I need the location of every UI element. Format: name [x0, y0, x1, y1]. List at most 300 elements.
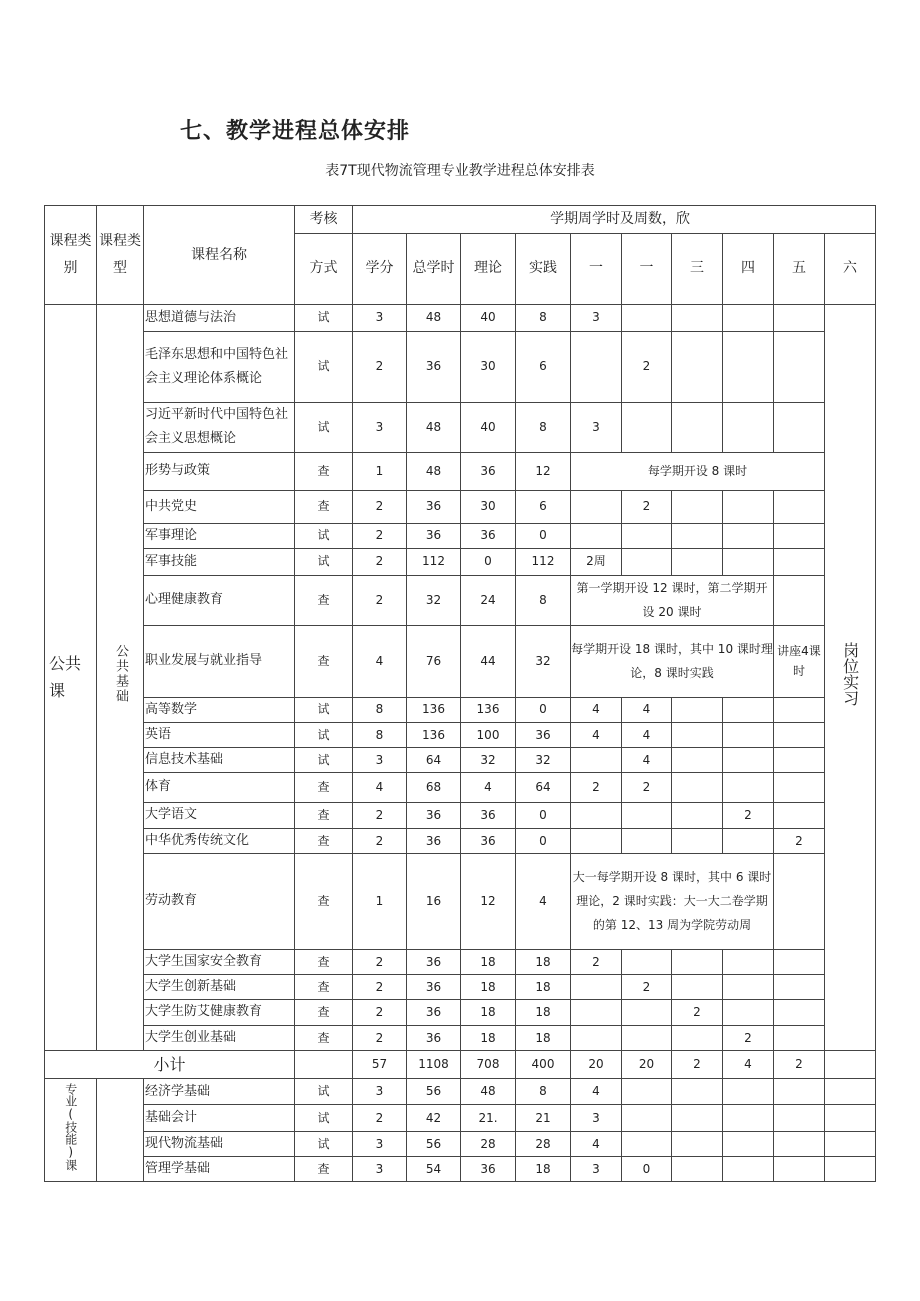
table-row: [45, 548, 876, 575]
theory-hours: 36: [461, 802, 516, 828]
semester-hours: [622, 949, 672, 974]
header-semester-1: 一: [571, 233, 622, 304]
exam-method: 试: [295, 1105, 353, 1132]
semester-hours: [672, 1157, 723, 1182]
exam-method: 查: [295, 853, 353, 949]
semester-hours: [622, 1105, 672, 1132]
header-semester-5: 五: [774, 233, 825, 304]
semester-hours: 4: [622, 747, 672, 772]
total-hours: 42: [407, 1105, 461, 1132]
semester-hours: [774, 1079, 825, 1105]
table-row: [45, 331, 876, 402]
total-hours: 36: [407, 523, 461, 548]
course-name: 职业发展与就业指导: [144, 625, 295, 697]
section-title: 七、教学进程总体安排: [180, 119, 411, 144]
table-row: [45, 1105, 876, 1132]
semester-hours: 4: [571, 1132, 622, 1157]
credit: 8: [353, 697, 407, 722]
semester-hours: [571, 523, 622, 548]
practice-hours: 0: [516, 828, 571, 853]
total-hours: 36: [407, 999, 461, 1025]
table-row: [45, 1025, 876, 1050]
category-professional: [45, 1079, 97, 1182]
practice-hours: 0: [516, 802, 571, 828]
total-hours: 36: [407, 828, 461, 853]
semester-hours: [723, 999, 774, 1025]
practice-hours: 8: [516, 575, 571, 625]
semester-hours: [622, 802, 672, 828]
table-row: [45, 999, 876, 1025]
theory-hours: 36: [461, 828, 516, 853]
semester-hours: [622, 304, 672, 331]
total-hours: 16: [407, 853, 461, 949]
semester-hours: [622, 1079, 672, 1105]
course-name: 中共党史: [144, 490, 295, 523]
semester-hours: [672, 802, 723, 828]
theory-hours: 24: [461, 575, 516, 625]
schedule-note: 大一每学期开设 8 课时，其中 6 课时理论，2 课时实践：大一大二卷学期的第 12、13 周为学院劳动周: [571, 853, 774, 949]
theory-hours: 18: [461, 974, 516, 999]
semester-hours: 4: [571, 1079, 622, 1105]
semester-hours: [774, 1025, 825, 1050]
total-hours: 54: [407, 1157, 461, 1182]
theory-hours: 30: [461, 490, 516, 523]
semester-hours: [774, 1105, 825, 1132]
semester-hours: 2: [622, 772, 672, 802]
semester-hours: [672, 402, 723, 452]
semester-hours: [672, 304, 723, 331]
header-semester-3: 三: [672, 233, 723, 304]
header-semester-4: 四: [723, 233, 774, 304]
schedule-table: [44, 205, 876, 1182]
total-hours: 48: [407, 402, 461, 452]
exam-method: 查: [295, 802, 353, 828]
table-row: [45, 490, 876, 523]
semester-hours: 2: [622, 974, 672, 999]
semester-hours: [774, 722, 825, 747]
practice-hours: 18: [516, 1025, 571, 1050]
header-practice: 实践: [516, 233, 571, 304]
credit: 2: [353, 828, 407, 853]
credit: 4: [353, 772, 407, 802]
semester-hours: [622, 1025, 672, 1050]
exam-method: 试: [295, 1132, 353, 1157]
semester-hours: [723, 949, 774, 974]
schedule-note: 每学期开设 18 课时，其中 10 课时理论，8 课时实践: [571, 625, 774, 697]
table-caption: 表7T现代物流管理专业教学进程总体安排表: [325, 163, 595, 179]
semester-hours: [825, 1105, 876, 1132]
table-row: [45, 828, 876, 853]
credit: 3: [353, 1079, 407, 1105]
course-name: 心理健康教育: [144, 575, 295, 625]
table-row: [45, 625, 876, 697]
practice-hours: 36: [516, 722, 571, 747]
semester-hours: 2: [774, 828, 825, 853]
table-row: [45, 304, 876, 331]
practice-hours: 12: [516, 452, 571, 490]
exam-method: 查: [295, 1025, 353, 1050]
practice-hours: 8: [516, 304, 571, 331]
theory-hours: 48: [461, 1079, 516, 1105]
header-exam-top: 考核: [295, 206, 353, 234]
semester-hours: 2: [622, 331, 672, 402]
semester-hours: 2: [622, 490, 672, 523]
semester-hours: 4: [622, 697, 672, 722]
semester-hours: [672, 331, 723, 402]
semester-hours: 0: [622, 1157, 672, 1182]
course-name: 基础会计: [144, 1105, 295, 1132]
table-row: [45, 974, 876, 999]
semester-hours: [672, 747, 723, 772]
exam-method: 试: [295, 722, 353, 747]
semester-hours: [672, 828, 723, 853]
semester-hours: [571, 802, 622, 828]
credit: 2: [353, 523, 407, 548]
theory-hours: 12: [461, 853, 516, 949]
theory-hours: 136: [461, 697, 516, 722]
header-type: 课程类型: [97, 206, 144, 305]
header-total-hours: 总学时: [407, 233, 461, 304]
theory-hours: 40: [461, 402, 516, 452]
semester-hours: [672, 523, 723, 548]
semester-hours: [672, 949, 723, 974]
subtotal-total: 1108: [407, 1050, 461, 1078]
header-category: 课程类别: [45, 206, 97, 305]
semester-hours: [723, 490, 774, 523]
course-name: 形势与政策: [144, 452, 295, 490]
credit: 2: [353, 548, 407, 575]
exam-method: 查: [295, 772, 353, 802]
credit: 3: [353, 304, 407, 331]
semester-hours: [672, 1132, 723, 1157]
theory-hours: 100: [461, 722, 516, 747]
practice-hours: 0: [516, 697, 571, 722]
exam-method: 试: [295, 548, 353, 575]
semester-hours: [774, 490, 825, 523]
theory-hours: 36: [461, 523, 516, 548]
semester-hours: [622, 1132, 672, 1157]
total-hours: 36: [407, 949, 461, 974]
semester-hours: [622, 523, 672, 548]
semester-hours: [774, 402, 825, 452]
theory-hours: 32: [461, 747, 516, 772]
subtotal-semester: [825, 1050, 876, 1078]
credit: 8: [353, 722, 407, 747]
exam-method: 查: [295, 1157, 353, 1182]
table-row: [45, 853, 876, 949]
theory-hours: 18: [461, 1025, 516, 1050]
schedule-note: 每学期开设 8 课时: [571, 452, 825, 490]
semester-hours: [774, 1157, 825, 1182]
practice-hours: 18: [516, 949, 571, 974]
semester-hours: [723, 1079, 774, 1105]
semester-hours: [622, 402, 672, 452]
practice-hours: 6: [516, 331, 571, 402]
semester-hours: [672, 548, 723, 575]
table-row: [45, 697, 876, 722]
semester-hours: [723, 331, 774, 402]
semester-hours: 2: [723, 1025, 774, 1050]
semester-hours: [774, 802, 825, 828]
semester-hours: 3: [571, 402, 622, 452]
practice-hours: 112: [516, 548, 571, 575]
semester-hours: [774, 331, 825, 402]
semester-hours: [571, 999, 622, 1025]
semester-hours: [825, 1157, 876, 1182]
table-row: [45, 575, 876, 625]
total-hours: 112: [407, 548, 461, 575]
exam-method: 试: [295, 402, 353, 452]
practice-hours: 4: [516, 853, 571, 949]
semester-hours: [672, 697, 723, 722]
subtotal-semester: 20: [571, 1050, 622, 1078]
internship-cell: [825, 304, 876, 1050]
subtotal-exam: [295, 1050, 353, 1078]
semester-hours: [774, 523, 825, 548]
subtotal-semester: 2: [672, 1050, 723, 1078]
course-name: 英语: [144, 722, 295, 747]
table-row: [45, 452, 876, 490]
course-name: 大学生防艾健康教育: [144, 999, 295, 1025]
practice-hours: 18: [516, 1157, 571, 1182]
semester-hours: 2: [571, 772, 622, 802]
subtotal-row: [45, 1050, 876, 1078]
course-name: 信息技术基础: [144, 747, 295, 772]
semester-hours: [774, 949, 825, 974]
subtotal-practice: 400: [516, 1050, 571, 1078]
exam-method: 查: [295, 490, 353, 523]
course-name: 毛泽东思想和中国特色社会主义理论体系概论: [144, 331, 295, 402]
semester-hours: 讲座4课时: [774, 625, 825, 697]
semester-hours: [622, 828, 672, 853]
exam-method: 查: [295, 828, 353, 853]
semester-hours: [723, 402, 774, 452]
table-row: [45, 1157, 876, 1182]
total-hours: 56: [407, 1132, 461, 1157]
header-theory: 理论: [461, 233, 516, 304]
course-name: 体育: [144, 772, 295, 802]
semester-hours: [723, 548, 774, 575]
credit: 2: [353, 949, 407, 974]
semester-hours: [672, 1079, 723, 1105]
semester-hours: [622, 548, 672, 575]
schedule-note: 第一学期开设 12 课时，第二学期开设 20 课时: [571, 575, 774, 625]
header-exam-bottom: 方式: [295, 233, 353, 304]
semester-hours: [723, 974, 774, 999]
practice-hours: 32: [516, 747, 571, 772]
semester-hours: [672, 974, 723, 999]
total-hours: 36: [407, 974, 461, 999]
header-semester-6: 六: [825, 233, 876, 304]
course-name: 军事技能: [144, 548, 295, 575]
table-row: [45, 1132, 876, 1157]
semester-hours: [774, 974, 825, 999]
credit: 2: [353, 802, 407, 828]
credit: 2: [353, 490, 407, 523]
semester-hours: [723, 1157, 774, 1182]
total-hours: 136: [407, 722, 461, 747]
semester-hours: [672, 490, 723, 523]
practice-hours: 6: [516, 490, 571, 523]
practice-hours: 8: [516, 402, 571, 452]
semester-hours: [723, 722, 774, 747]
total-hours: 36: [407, 490, 461, 523]
semester-hours: 3: [571, 304, 622, 331]
subtotal-semester: 2: [774, 1050, 825, 1078]
credit: 1: [353, 853, 407, 949]
theory-hours: 0: [461, 548, 516, 575]
semester-hours: [571, 747, 622, 772]
course-name: 中华优秀传统文化: [144, 828, 295, 853]
credit: 2: [353, 974, 407, 999]
semester-hours: 2: [672, 999, 723, 1025]
course-name: 大学生创新基础: [144, 974, 295, 999]
total-hours: 48: [407, 452, 461, 490]
course-name: 习近平新时代中国特色社会主义思想概论: [144, 402, 295, 452]
table-row: [45, 402, 876, 452]
practice-hours: 21: [516, 1105, 571, 1132]
table-row: [45, 747, 876, 772]
total-hours: 56: [407, 1079, 461, 1105]
semester-hours: 4: [622, 722, 672, 747]
internship-label: 岗位实习: [840, 642, 860, 707]
semester-hours: [622, 999, 672, 1025]
credit: 4: [353, 625, 407, 697]
semester-hours: [723, 828, 774, 853]
semester-hours: [672, 722, 723, 747]
semester-hours: [774, 548, 825, 575]
theory-hours: 21.: [461, 1105, 516, 1132]
credit: 3: [353, 1157, 407, 1182]
header-semester-2: 一: [622, 233, 672, 304]
exam-method: 试: [295, 304, 353, 331]
exam-method: 试: [295, 747, 353, 772]
table-row: [45, 1079, 876, 1105]
course-name: 思想道德与法治: [144, 304, 295, 331]
theory-hours: 18: [461, 999, 516, 1025]
credit: 1: [353, 452, 407, 490]
practice-hours: 28: [516, 1132, 571, 1157]
course-name: 现代物流基础: [144, 1132, 295, 1157]
subtotal-label: 小计: [45, 1050, 295, 1078]
semester-hours: [723, 772, 774, 802]
header-name: 课程名称: [144, 206, 295, 305]
theory-hours: 36: [461, 452, 516, 490]
semester-hours: [571, 490, 622, 523]
exam-method: 查: [295, 452, 353, 490]
exam-method: 试: [295, 697, 353, 722]
semester-hours: [723, 1132, 774, 1157]
total-hours: 64: [407, 747, 461, 772]
semester-hours: [825, 1132, 876, 1157]
header-credit: 学分: [353, 233, 407, 304]
semester-hours: [774, 575, 825, 625]
exam-method: 试: [295, 1079, 353, 1105]
total-hours: 48: [407, 304, 461, 331]
header-semester-group: 学期周学时及周数，欣: [353, 206, 876, 234]
credit: 2: [353, 999, 407, 1025]
type-label: 公共基础: [113, 644, 129, 705]
semester-hours: [774, 1132, 825, 1157]
course-name: 劳动教育: [144, 853, 295, 949]
total-hours: 76: [407, 625, 461, 697]
theory-hours: 4: [461, 772, 516, 802]
practice-hours: 18: [516, 974, 571, 999]
exam-method: 查: [295, 575, 353, 625]
semester-hours: [774, 772, 825, 802]
category-label: 专业(技能)课: [63, 1083, 78, 1171]
subtotal-theory: 708: [461, 1050, 516, 1078]
practice-hours: 64: [516, 772, 571, 802]
semester-hours: [672, 772, 723, 802]
semester-hours: 3: [571, 1157, 622, 1182]
credit: 2: [353, 1025, 407, 1050]
course-name: 大学生创业基础: [144, 1025, 295, 1050]
type-public-basic: [97, 304, 144, 1050]
table-row: [45, 949, 876, 974]
theory-hours: 18: [461, 949, 516, 974]
course-name: 经济学基础: [144, 1079, 295, 1105]
semester-hours: 2: [723, 802, 774, 828]
table-row: [45, 772, 876, 802]
semester-hours: [723, 523, 774, 548]
theory-hours: 40: [461, 304, 516, 331]
credit: 3: [353, 1132, 407, 1157]
practice-hours: 0: [516, 523, 571, 548]
practice-hours: 8: [516, 1079, 571, 1105]
semester-hours: [672, 1025, 723, 1050]
course-name: 大学语文: [144, 802, 295, 828]
subtotal-semester: 20: [622, 1050, 672, 1078]
subtotal-credit: 57: [353, 1050, 407, 1078]
semester-hours: 4: [571, 722, 622, 747]
credit: 2: [353, 1105, 407, 1132]
practice-hours: 18: [516, 999, 571, 1025]
total-hours: 32: [407, 575, 461, 625]
semester-hours: [571, 1025, 622, 1050]
semester-hours: [672, 1105, 723, 1132]
theory-hours: 44: [461, 625, 516, 697]
semester-hours: [571, 974, 622, 999]
semester-hours: [571, 331, 622, 402]
exam-method: 查: [295, 974, 353, 999]
semester-hours: [571, 828, 622, 853]
credit: 3: [353, 402, 407, 452]
semester-hours: [774, 853, 825, 949]
credit: 2: [353, 331, 407, 402]
table-row: [45, 523, 876, 548]
semester-hours: [774, 304, 825, 331]
semester-hours: [825, 1079, 876, 1105]
semester-hours: [723, 1105, 774, 1132]
course-name: 高等数学: [144, 697, 295, 722]
semester-hours: 2周: [571, 548, 622, 575]
semester-hours: 3: [571, 1105, 622, 1132]
theory-hours: 36: [461, 1157, 516, 1182]
credit: 3: [353, 747, 407, 772]
subtotal-semester: 4: [723, 1050, 774, 1078]
total-hours: 136: [407, 697, 461, 722]
theory-hours: 28: [461, 1132, 516, 1157]
semester-hours: [723, 697, 774, 722]
theory-hours: 30: [461, 331, 516, 402]
table-row: [45, 722, 876, 747]
exam-method: 查: [295, 999, 353, 1025]
exam-method: 查: [295, 625, 353, 697]
credit: 2: [353, 575, 407, 625]
exam-method: 试: [295, 523, 353, 548]
course-name: 管理学基础: [144, 1157, 295, 1182]
